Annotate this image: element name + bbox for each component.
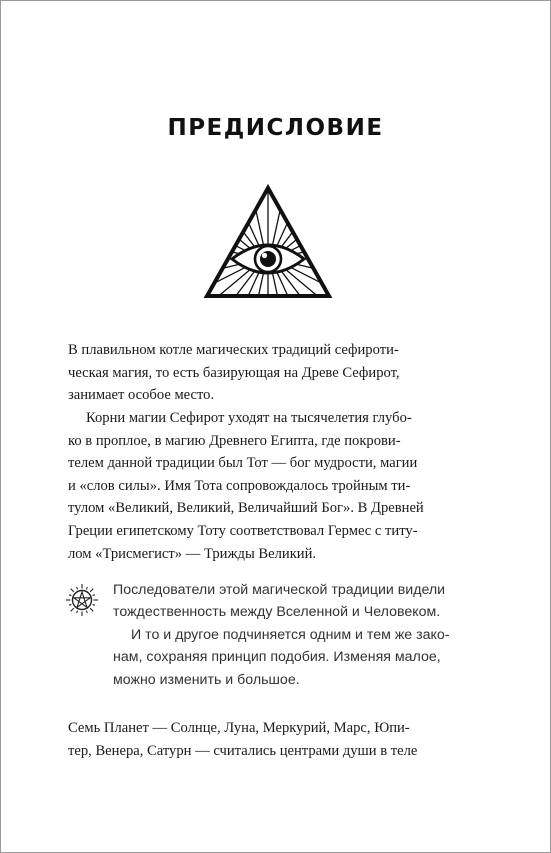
all-seeing-eye-triangle-icon [202, 183, 334, 301]
sun-ray [77, 587, 78, 589]
ray-line [286, 198, 334, 253]
sun-ray [77, 611, 78, 613]
sun-ray [69, 595, 71, 596]
ray-line [284, 183, 334, 250]
text-line: В плавильном котле магических традиций сефироти- [68, 342, 399, 358]
text-line: И то и другое подчиняется одним и тем же зако- [131, 626, 450, 643]
page-title: ПРЕДИСЛОВИЕ [167, 115, 384, 141]
planets-paragraph [68, 717, 488, 762]
ray-line [280, 183, 334, 248]
text-line: занимает особое место. [68, 387, 215, 404]
text-line: и «слов силы». Имя Тота сопровождалось тройным ти- [68, 477, 411, 494]
text-line: можно изменить и большое. [113, 671, 300, 688]
text-line: Греции египетскому Тоту соответствовал Гермес с титу- [68, 522, 418, 539]
roots-paragraph [68, 407, 488, 565]
sun-ray [90, 589, 93, 592]
text-line: тождественность между Вселенной и Человеком. [113, 604, 441, 621]
sun-ray [86, 611, 87, 613]
text-line: ческая магия, то есть базирующая на Древе Сефирот, [68, 364, 400, 381]
text-line: тер, Венера, Сатурн — считались центрами души в теле [68, 742, 418, 759]
sun-ray [71, 589, 74, 592]
sun-ray [86, 587, 87, 589]
sidebar-note [113, 579, 493, 691]
sun-ray [93, 604, 95, 605]
ray-line [202, 183, 256, 248]
text-line: ко в проплое, в магию Древнего Египта, где покрови- [68, 432, 401, 449]
ray-line [202, 198, 250, 253]
text-line: лом «Трисмегист» — Трижды Великий. [68, 545, 317, 562]
text-line: нам, сохраняя принцип подобия. Изменяя малое, [113, 649, 441, 666]
text-line: тулом «Великий, Великий, Величайший Бог». В Древней [68, 500, 424, 517]
sun-ray [71, 608, 74, 611]
sun-ray [90, 608, 93, 611]
ray-line [202, 183, 252, 250]
sun-ray [93, 595, 95, 596]
text-line: Корни магии Сефирот уходят на тысячелетия глубо- [86, 410, 412, 426]
text-line: Семь Планет — Солнце, Луна, Меркурий, Марс, Юпи- [68, 720, 410, 736]
text-line: Последователи этой магической традиции видели [113, 582, 446, 598]
pentagram-icon [65, 583, 99, 617]
intro-paragraph [68, 339, 488, 407]
sun-ray [69, 604, 71, 605]
text-line: телем данной традиции был Тот — бог мудрости, магии [68, 455, 418, 472]
